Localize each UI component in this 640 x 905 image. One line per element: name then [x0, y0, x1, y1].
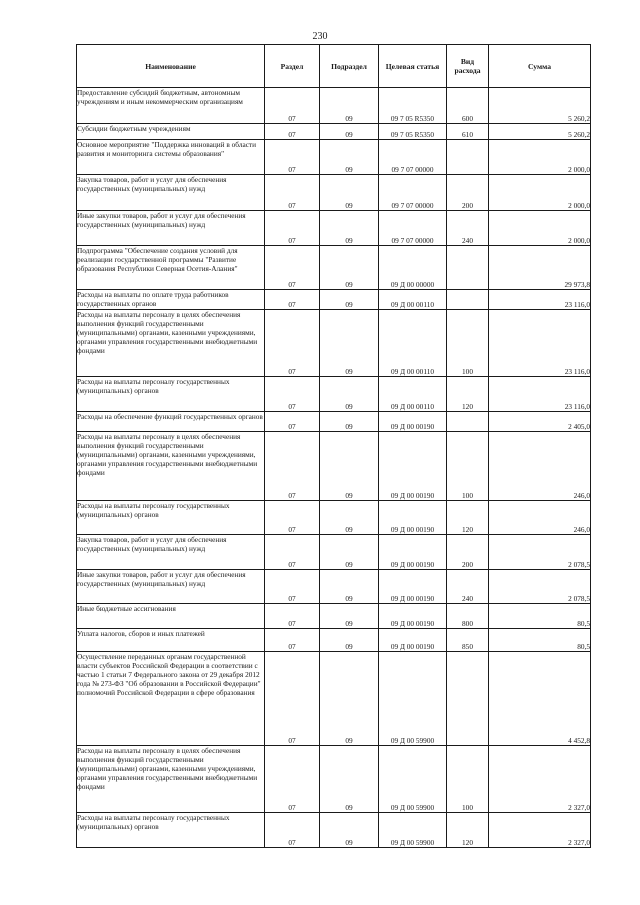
budget-table — [76, 44, 591, 848]
cell-subsection: 09 — [320, 290, 379, 310]
cell-target: 09 Д 00 00110 — [379, 310, 447, 377]
cell-amount: 4 452,8 — [489, 652, 591, 746]
cell-name: Иные бюджетные ассигнования — [77, 604, 265, 629]
table-row — [77, 746, 591, 813]
table-row — [77, 140, 591, 175]
cell-expense-type — [447, 412, 489, 432]
cell-subsection: 09 — [320, 604, 379, 629]
cell-target: 09 Д 00 00190 — [379, 412, 447, 432]
cell-name: Подпрограмма "Обеспечение создания условий для реализации государственной программы "Развитие образования Республики Северная Осетия-Алания" — [77, 246, 265, 290]
cell-target: 09 Д 00 00190 — [379, 432, 447, 501]
cell-subsection: 09 — [320, 535, 379, 570]
cell-subsection: 09 — [320, 175, 379, 211]
cell-expense-type: 200 — [447, 535, 489, 570]
cell-section: 07 — [265, 746, 320, 813]
cell-amount: 5 260,2 — [489, 88, 591, 124]
cell-name: Субсидии бюджетным учреждениям — [77, 124, 265, 140]
cell-expense-type: 100 — [447, 746, 489, 813]
cell-name: Предоставление субсидий бюджетным, автономным учреждениям и иным некоммерческим организациям — [77, 88, 265, 124]
header-expense-type: Вид расхода — [447, 45, 489, 88]
page-number: 230 — [312, 31, 328, 42]
cell-subsection: 09 — [320, 246, 379, 290]
header-section: Раздел — [265, 45, 320, 88]
cell-target: 09 Д 00 00190 — [379, 535, 447, 570]
cell-name: Расходы на выплаты персоналу в целях обеспечения выполнения функций государственными (муниципальными) органами, казенными учреждениями, органами управления государственными внебюджетными фондами — [77, 310, 265, 377]
cell-expense-type: 600 — [447, 88, 489, 124]
cell-target: 09 7 05 R5350 — [379, 124, 447, 140]
cell-target: 09 7 05 R5350 — [379, 88, 447, 124]
cell-subsection: 09 — [320, 652, 379, 746]
cell-section: 07 — [265, 140, 320, 175]
cell-target: 09 Д 00 00110 — [379, 290, 447, 310]
cell-target: 09 Д 00 00190 — [379, 570, 447, 604]
table-row — [77, 629, 591, 652]
table-row — [77, 175, 591, 211]
cell-amount: 2 327,0 — [489, 813, 591, 848]
cell-target: 09 Д 00 00190 — [379, 501, 447, 535]
cell-subsection: 09 — [320, 140, 379, 175]
cell-name: Расходы на обеспечение функций государственных органов — [77, 412, 265, 432]
cell-section: 07 — [265, 629, 320, 652]
cell-subsection: 09 — [320, 570, 379, 604]
cell-name: Расходы на выплаты персоналу государственных (муниципальных) органов — [77, 501, 265, 535]
cell-name: Иные закупки товаров, работ и услуг для обеспечения государственных (муниципальных) нужд — [77, 570, 265, 604]
table-row — [77, 310, 591, 377]
cell-amount: 2 078,5 — [489, 570, 591, 604]
cell-expense-type: 120 — [447, 501, 489, 535]
table-row — [77, 412, 591, 432]
cell-section: 07 — [265, 604, 320, 629]
cell-expense-type: 100 — [447, 310, 489, 377]
cell-subsection: 09 — [320, 501, 379, 535]
cell-name: Закупка товаров, работ и услуг для обеспечения государственных (муниципальных) нужд — [77, 535, 265, 570]
cell-target: 09 Д 00 00190 — [379, 629, 447, 652]
cell-expense-type — [447, 140, 489, 175]
cell-expense-type: 100 — [447, 432, 489, 501]
cell-amount: 2 405,0 — [489, 412, 591, 432]
cell-amount: 23 116,0 — [489, 310, 591, 377]
table-row — [77, 124, 591, 140]
cell-name: Расходы на выплаты персоналу государственных (муниципальных) органов — [77, 813, 265, 848]
cell-amount: 2 000,0 — [489, 175, 591, 211]
cell-subsection: 09 — [320, 432, 379, 501]
cell-expense-type: 610 — [447, 124, 489, 140]
cell-subsection: 09 — [320, 377, 379, 412]
cell-amount: 2 327,0 — [489, 746, 591, 813]
cell-subsection: 09 — [320, 629, 379, 652]
cell-target: 09 Д 00 59900 — [379, 652, 447, 746]
cell-target: 09 Д 00 59900 — [379, 813, 447, 848]
table-row — [77, 652, 591, 746]
cell-subsection: 09 — [320, 813, 379, 848]
cell-section: 07 — [265, 412, 320, 432]
cell-section: 07 — [265, 124, 320, 140]
cell-amount: 246,0 — [489, 432, 591, 501]
cell-target: 09 Д 00 00110 — [379, 377, 447, 412]
cell-expense-type — [447, 290, 489, 310]
table-row — [77, 211, 591, 246]
table-row — [77, 570, 591, 604]
cell-target: 09 7 07 00000 — [379, 175, 447, 211]
cell-amount: 80,5 — [489, 604, 591, 629]
header-subsection: Подраздел — [320, 45, 379, 88]
table-row — [77, 501, 591, 535]
cell-name: Уплата налогов, сборов и иных платежей — [77, 629, 265, 652]
cell-expense-type: 120 — [447, 377, 489, 412]
cell-section: 07 — [265, 377, 320, 412]
cell-name: Расходы на выплаты персоналу в целях обеспечения выполнения функций государственными (муниципальными) органами, казенными учреждениями, органами управления государственными внебюджетными фондами — [77, 746, 265, 813]
cell-name: Основное мероприятие "Поддержка инноваций в области развития и мониторинга системы образования" — [77, 140, 265, 175]
table-row — [77, 813, 591, 848]
cell-amount: 29 973,8 — [489, 246, 591, 290]
cell-section: 07 — [265, 652, 320, 746]
cell-section: 07 — [265, 246, 320, 290]
cell-amount: 2 000,0 — [489, 211, 591, 246]
header-amount: Сумма — [489, 45, 591, 88]
cell-subsection: 09 — [320, 88, 379, 124]
table-row — [77, 604, 591, 629]
cell-expense-type: 800 — [447, 604, 489, 629]
cell-amount: 80,5 — [489, 629, 591, 652]
cell-section: 07 — [265, 535, 320, 570]
cell-name: Закупка товаров, работ и услуг для обеспечения государственных (муниципальных) нужд — [77, 175, 265, 211]
cell-name: Расходы на выплаты персоналу в целях обеспечения выполнения функций государственными (муниципальными) органами, казенными учреждениями, органами управления государственными внебюджетными фондами — [77, 432, 265, 501]
cell-subsection: 09 — [320, 211, 379, 246]
cell-target: 09 Д 00 59900 — [379, 746, 447, 813]
table-row — [77, 377, 591, 412]
cell-target: 09 Д 00 00000 — [379, 246, 447, 290]
cell-expense-type — [447, 652, 489, 746]
header-name: Наименование — [77, 45, 265, 88]
cell-name: Расходы на выплаты персоналу государственных (муниципальных) органов — [77, 377, 265, 412]
header-target: Целевая статья — [379, 45, 447, 88]
cell-target: 09 Д 00 00190 — [379, 604, 447, 629]
cell-section: 07 — [265, 310, 320, 377]
cell-amount: 2 000,0 — [489, 140, 591, 175]
cell-amount: 246,0 — [489, 501, 591, 535]
cell-name: Иные закупки товаров, работ и услуг для обеспечения государственных (муниципальных) нужд — [77, 211, 265, 246]
cell-target: 09 7 07 00000 — [379, 211, 447, 246]
cell-subsection: 09 — [320, 124, 379, 140]
table-row — [77, 432, 591, 501]
cell-section: 07 — [265, 290, 320, 310]
cell-subsection: 09 — [320, 746, 379, 813]
cell-amount: 23 116,0 — [489, 290, 591, 310]
cell-amount: 23 116,0 — [489, 377, 591, 412]
cell-section: 07 — [265, 88, 320, 124]
table-row — [77, 246, 591, 290]
cell-section: 07 — [265, 813, 320, 848]
table-row — [77, 290, 591, 310]
cell-name: Осуществление переданных органам государственной власти субъектов Российской Федерации в соответствии с частью 1 статьи 7 Федерального закона от 29 декабря 2012 года № 273-ФЗ "Об образовании в Российской Федерации" полномочий Российской Федерации в сфере образования — [77, 652, 265, 746]
cell-section: 07 — [265, 175, 320, 211]
cell-expense-type: 850 — [447, 629, 489, 652]
cell-expense-type: 120 — [447, 813, 489, 848]
cell-subsection: 09 — [320, 310, 379, 377]
cell-name: Расходы на выплаты по оплате труда работников государственных органов — [77, 290, 265, 310]
cell-expense-type: 240 — [447, 211, 489, 246]
cell-section: 07 — [265, 211, 320, 246]
cell-expense-type: 240 — [447, 570, 489, 604]
cell-section: 07 — [265, 570, 320, 604]
cell-section: 07 — [265, 501, 320, 535]
cell-amount: 5 260,2 — [489, 124, 591, 140]
table-row — [77, 88, 591, 124]
cell-subsection: 09 — [320, 412, 379, 432]
cell-expense-type: 200 — [447, 175, 489, 211]
cell-amount: 2 078,5 — [489, 535, 591, 570]
cell-target: 09 7 07 00000 — [379, 140, 447, 175]
cell-section: 07 — [265, 432, 320, 501]
table-header-row — [77, 45, 591, 88]
cell-expense-type — [447, 246, 489, 290]
table-row — [77, 535, 591, 570]
